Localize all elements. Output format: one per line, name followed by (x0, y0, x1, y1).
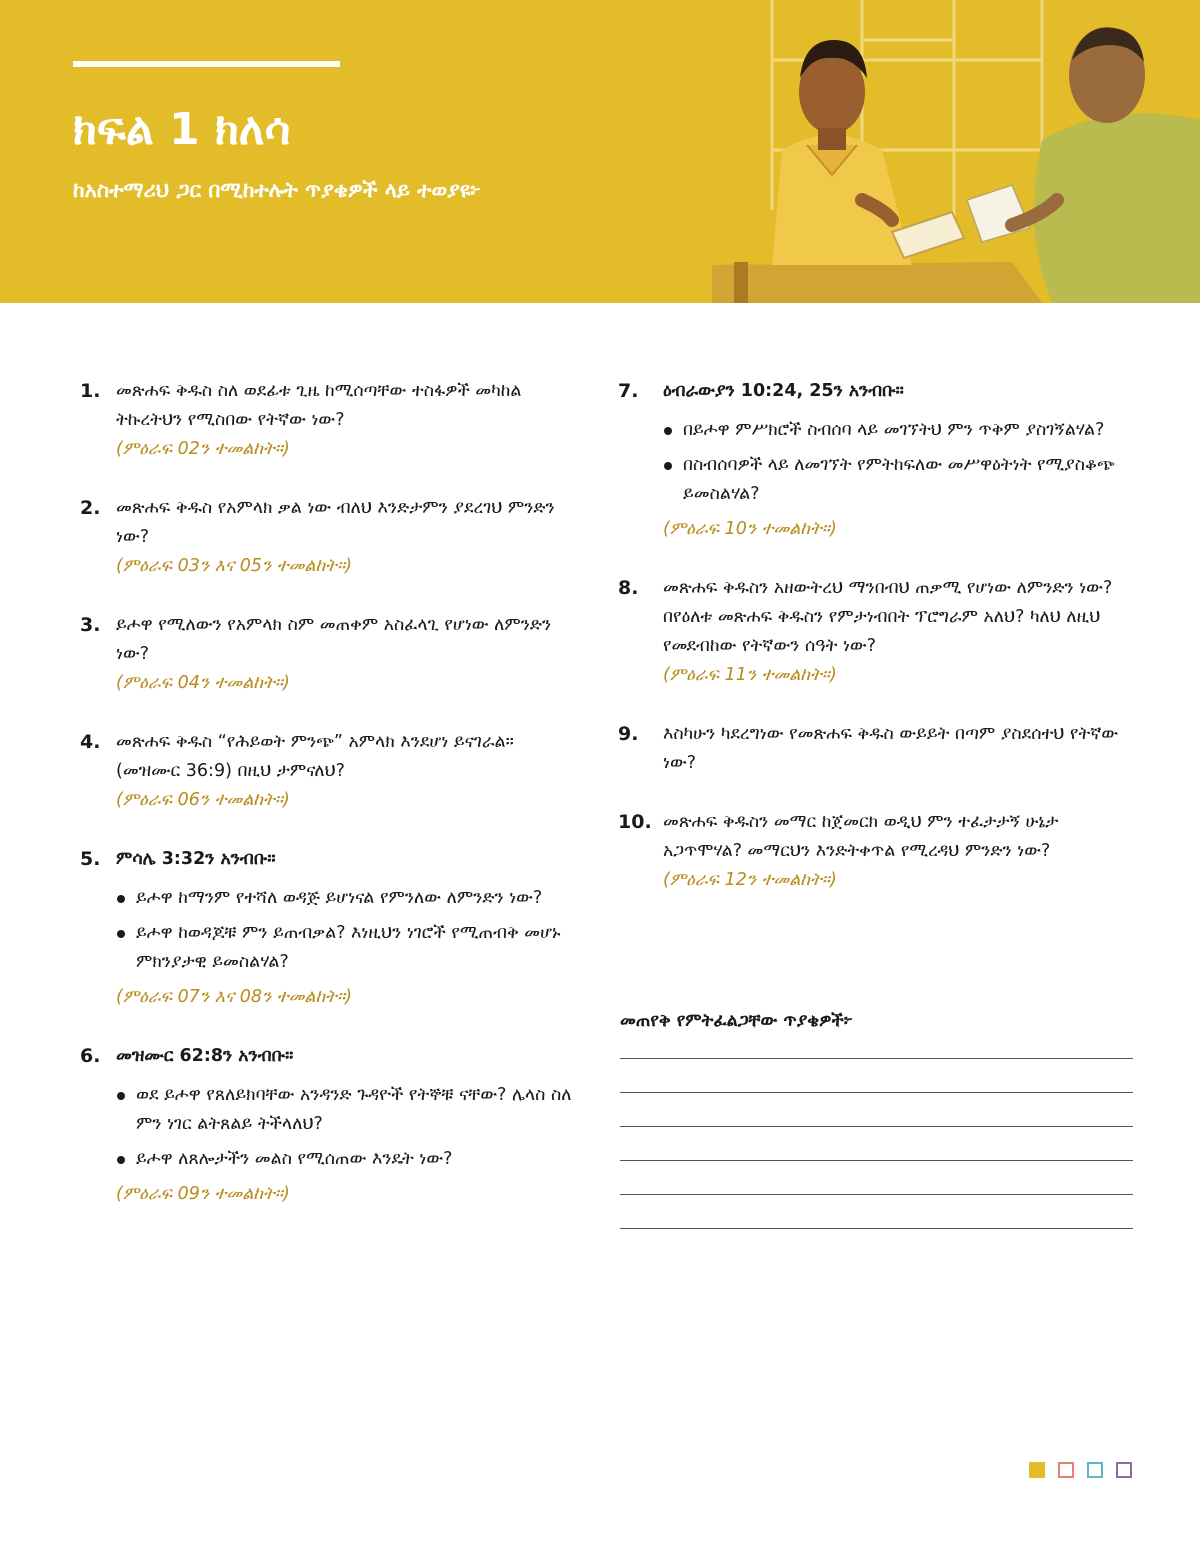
question-2 (80, 494, 580, 581)
sub-question: በይሖዋ ምሥክሮች ስብሰባ ላይ መገኘትህ ምን ጥቅም ያስገኝልሃል? (663, 416, 1133, 445)
sub-question-list (116, 884, 580, 977)
header-rule (73, 61, 340, 67)
progress-squares (1029, 1462, 1133, 1482)
question-number: 5. (80, 848, 101, 870)
chapter-reference: (ምዕራፍ 04ን ተመልከት።) (116, 673, 290, 693)
page-title: ክፍል 1 ክለሳ (73, 104, 291, 155)
outline-square-icon (1087, 1462, 1103, 1478)
note-line[interactable] (620, 1228, 1133, 1229)
page-subtitle: ከአስተማሪህ ጋር በሚከተሉት ጥያቄዎች ላይ ተወያዩ፦ (73, 178, 482, 202)
note-line[interactable] (620, 1126, 1133, 1127)
outline-square-icon (1116, 1462, 1132, 1478)
question-9 (618, 720, 1133, 778)
question-3 (80, 611, 580, 698)
question-text: መጽሐፍ ቅዱስ የአምላክ ቃል ነው ብለህ እንድታምን ያደረገህ ምንድን ነው? (116, 498, 555, 547)
bullet-icon (117, 895, 125, 903)
question-8 (618, 574, 1133, 690)
bullet-icon (664, 462, 672, 470)
question-number: 2. (80, 497, 101, 519)
question-number: 6. (80, 1045, 101, 1067)
study-illustration (712, 0, 1200, 303)
question-text: መጽሐፍ ቅዱስ “የሕይወት ምንጭ” አምላክ እንደሆነ ይናገራል። (መዝሙር 36:9) በዚህ ታምናለህ? (116, 732, 514, 781)
question-number: 10. (618, 811, 652, 833)
notes-heading: መጠየቅ የምትፈልጋቸው ጥያቄዎች፦ (620, 1011, 853, 1031)
question-text: መጽሐፍ ቅዱስን መማር ከጀመርክ ወዲህ ምን ተፈታታኝ ሁኔታ አጋጥሞሃል? መማርህን እንድትቀጥል የሚረዳህ ምንድን ነው? (663, 812, 1059, 861)
header-banner (0, 0, 1200, 303)
filled-square-icon (1029, 1462, 1045, 1478)
chapter-reference: (ምዕራፍ 11ን ተመልከት።) (663, 665, 837, 685)
question-number: 1. (80, 380, 101, 402)
question-text: ይሖዋ የሚለውን የአምላክ ስም መጠቀም አስፈላጊ የሆነው ለምንድን ነው? (116, 615, 552, 664)
scripture-instruction: ዕብራውያን 10:24, 25ን አንብቡ። (663, 381, 904, 401)
question-number: 7. (618, 380, 639, 402)
sub-question: ይሖዋ ከወዳጆቹ ምን ይጠብቃል? እነዚህን ነገሮች የሚጠብቅ መሆኑ ምክንያታዊ ይመስልሃል? (116, 919, 580, 977)
sub-question: በስብሰባዎች ላይ ለመገኘት የምትከፍለው መሥዋዕትነት የሚያስቆጭ ይመስልሃል? (663, 451, 1133, 509)
scripture-instruction: ምሳሌ 3:32ን አንብቡ። (116, 849, 276, 869)
question-text: መጽሐፍ ቅዱስ ስለ ወደፊቱ ጊዜ ከሚሰጣቸው ተስፋዎች መካከል ትኩረትህን የሚስበው የትኛው ነው? (116, 381, 522, 430)
scripture-instruction: መዝሙር 62:8ን አንብቡ። (116, 1046, 294, 1066)
questions-column-left (80, 377, 580, 1209)
chapter-reference: (ምዕራፍ 12ን ተመልከት።) (663, 870, 837, 890)
note-line[interactable] (620, 1160, 1133, 1161)
sub-question-list (116, 1081, 580, 1174)
note-line[interactable] (620, 1194, 1133, 1195)
question-1 (80, 377, 580, 464)
chapter-reference: (ምዕራፍ 07ን እና 08ን ተመልከት።) (116, 987, 352, 1007)
bullet-icon (117, 930, 125, 938)
chapter-reference: (ምዕራፍ 02ን ተመልከት።) (116, 439, 290, 459)
bullet-icon (664, 427, 672, 435)
question-10 (618, 808, 1133, 895)
outline-square-icon (1058, 1462, 1074, 1478)
question-text: እስካሁን ካደረግነው የመጽሐፍ ቅዱስ ውይይት በጣም ያስደሰተህ የትኛው ነው? (663, 724, 1119, 773)
sub-question: ይሖዋ ከማንም የተሻለ ወዳጅ ይሆነናል የምንለው ለምንድን ነው? (116, 884, 580, 913)
sub-question: ይሖዋ ለጸሎታችን መልስ የሚሰጠው እንዴት ነው? (116, 1145, 580, 1174)
question-number: 8. (618, 577, 639, 599)
question-6 (80, 1042, 580, 1209)
question-number: 9. (618, 723, 639, 745)
question-7 (618, 377, 1133, 544)
note-line[interactable] (620, 1058, 1133, 1059)
question-4 (80, 728, 580, 815)
question-5 (80, 845, 580, 1012)
question-number: 3. (80, 614, 101, 636)
questions-column-right (618, 377, 1133, 895)
bullet-icon (117, 1092, 125, 1100)
chapter-reference: (ምዕራፍ 09ን ተመልከት።) (116, 1184, 290, 1204)
chapter-reference: (ምዕራፍ 10ን ተመልከት።) (663, 519, 837, 539)
bullet-icon (117, 1156, 125, 1164)
question-number: 4. (80, 731, 101, 753)
sub-question-list (663, 416, 1133, 509)
note-line[interactable] (620, 1092, 1133, 1093)
sub-question: ወደ ይሖዋ የጸለይክባቸው አንዳንድ ጉዳዮች የትኞቹ ናቸው? ሌላስ ስለ ምን ነገር ልትጸልይ ትችላለህ? (116, 1081, 580, 1139)
chapter-reference: (ምዕራፍ 03ን እና 05ን ተመልከት።) (116, 556, 352, 576)
question-text: መጽሐፍ ቅዱስን አዘውትረህ ማንበብህ ጠቃሚ የሆነው ለምንድን ነው? በየዕለቱ መጽሐፍ ቅዱስን የምታነብበት ፕሮግራም አለህ? ካለህ ለዚህ የመደብከው የትኛውን ሰዓት ነው? (663, 578, 1113, 656)
chapter-reference: (ምዕራፍ 06ን ተመልከት።) (116, 790, 290, 810)
